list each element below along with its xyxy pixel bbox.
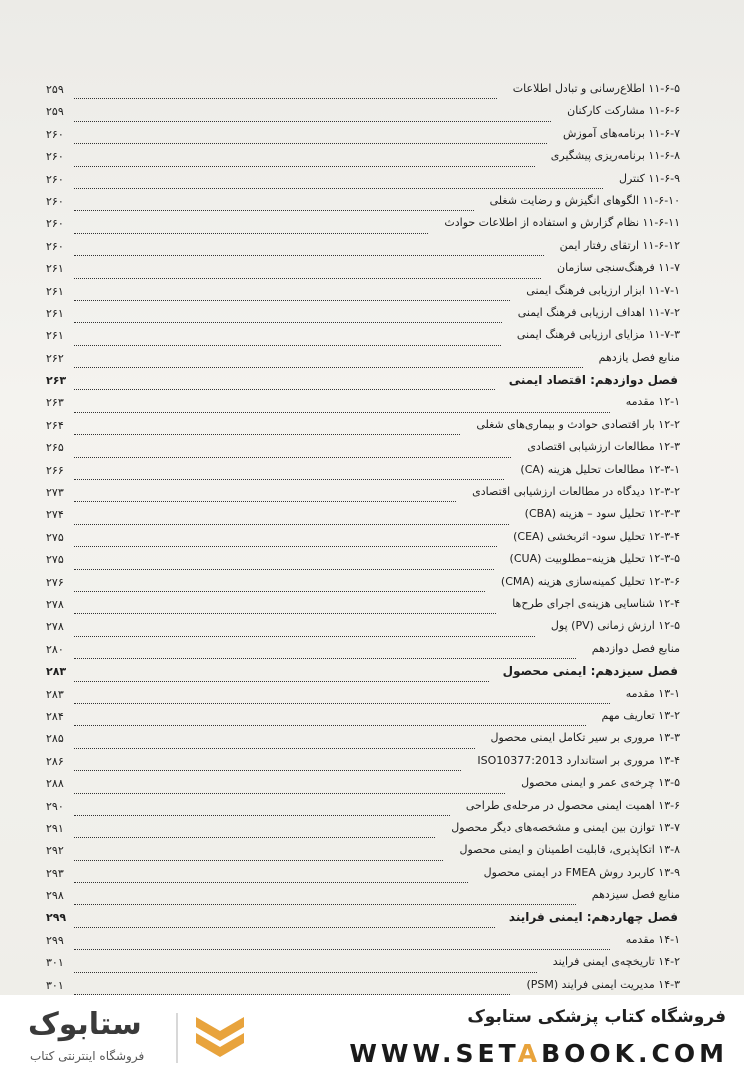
toc-entry-title: ۱۲-۵ ارزش زمانی (PV) پول <box>550 619 680 633</box>
toc-entry-title: ۱۲-۴ شناسایی هزینه‌ی اجرای طرح‌ها <box>512 596 680 610</box>
dot-leader <box>74 501 456 502</box>
book-chevron-icon <box>190 1009 250 1067</box>
toc-entry-title: ۱۱-۶-۹ کنترل <box>618 171 680 185</box>
toc-entry-title: ۱۳-۳ مروری بر سیر تکامل ایمنی محصول <box>490 731 680 745</box>
dot-leader <box>74 300 510 301</box>
toc-entry-title: ۱۳-۵ چرخه‌ی عمر و ایمنی محصول <box>521 776 680 790</box>
toc-page-number: ۲۶۲ <box>46 351 64 365</box>
store-footer <box>0 995 744 1080</box>
dot-leader <box>74 837 435 838</box>
dot-leader <box>74 457 511 458</box>
toc-entry <box>40 237 680 259</box>
toc-entry-title: ۱۱-۶-۱۰ الگوهای انگیزش و رضایت شغلی <box>489 193 680 207</box>
toc-entry-title: ۱۱-۷-۲ اهداف ارزیابی فرهنگ ایمنی <box>517 305 680 319</box>
dot-leader <box>74 636 535 637</box>
dot-leader <box>74 233 428 234</box>
toc-page-number: ۲۹۱ <box>46 821 64 835</box>
toc-entry <box>40 864 680 886</box>
store-name: فروشگاه کتاب پزشکی ستابوک <box>467 1007 726 1027</box>
toc-entry <box>40 953 680 975</box>
toc-page-number: ۲۶۳ <box>46 374 67 388</box>
toc-chapter-heading <box>40 908 680 930</box>
toc-page-number: ۲۶۱ <box>46 262 64 276</box>
toc-entry <box>40 438 680 460</box>
dot-leader <box>74 121 551 122</box>
toc-page-number: ۲۹۹ <box>46 911 67 925</box>
toc-entry <box>40 640 680 662</box>
dot-leader <box>74 793 505 794</box>
toc-entry <box>40 282 680 304</box>
website-prefix: WWW.SET <box>349 1039 518 1068</box>
toc-page-number: ۲۸۰ <box>46 642 64 656</box>
dot-leader <box>74 613 496 614</box>
toc-page-number: ۲۵۹ <box>46 105 64 119</box>
store-website[interactable] <box>349 1039 728 1068</box>
toc-page-number: ۲۶۵ <box>46 441 64 455</box>
toc-entry-title: فصل چهاردهم: ایمنی فرایند <box>508 910 678 925</box>
toc-entry-title: ۱۳-۴ مروری بر استاندارد ISO10377:2013 <box>477 753 680 767</box>
toc-entry <box>40 170 680 192</box>
toc-entry-title: ۱۴-۲ تاریخچه‌ی ایمنی فرایند <box>552 955 680 969</box>
dot-leader <box>74 210 474 211</box>
dot-leader <box>74 860 443 861</box>
toc-entry <box>40 461 680 483</box>
dot-leader <box>74 815 450 816</box>
website-suffix: BOOK.COM <box>541 1039 728 1068</box>
toc-entry <box>40 80 680 102</box>
website-accent: A <box>517 1039 542 1068</box>
dot-leader <box>74 748 475 749</box>
toc-entry <box>40 528 680 550</box>
toc-entry-title: ۱۳-۲ تعاریف مهم <box>601 708 680 722</box>
dot-leader <box>74 703 610 704</box>
toc-entry <box>40 886 680 908</box>
toc-page-number: ۲۹۲ <box>46 844 64 858</box>
dot-leader <box>74 658 576 659</box>
toc-page-number: ۲۷۶ <box>46 575 64 589</box>
dot-leader <box>74 479 504 480</box>
toc-entry-title: ۱۱-۶-۱۲ ارتقای رفتار ایمن <box>559 238 680 252</box>
toc-entry-title: ۱۳-۹ کاربرد روش FMEA در ایمنی محصول <box>483 865 680 879</box>
dot-leader <box>74 904 576 905</box>
toc-page-number: ۲۶۱ <box>46 329 64 343</box>
toc-entry <box>40 483 680 505</box>
dot-leader <box>74 98 497 99</box>
toc-entry-title: ۱۲-۲ بار اقتصادی حوادث و بیماری‌های شغلی <box>476 417 680 431</box>
toc-page-number: ۳۰۱ <box>46 978 64 992</box>
toc-page-number: ۳۰۱ <box>46 956 64 970</box>
toc-entry-title: ۱۴-۳ مدیریت ایمنی فرایند (PSM) <box>526 977 680 991</box>
toc-page-number: ۲۶۰ <box>46 172 64 186</box>
toc-entry <box>40 326 680 348</box>
toc-entry-title: ۱۳-۱ مقدمه <box>625 686 680 700</box>
toc-page-number: ۲۷۵ <box>46 553 64 567</box>
toc-entry <box>40 259 680 281</box>
toc-entry <box>40 125 680 147</box>
toc-entry-title: ۱۳-۷ توازن بین ایمنی و مشخصه‌های دیگر محصول <box>451 820 680 834</box>
dot-leader <box>74 546 497 547</box>
toc-page-number: ۲۸۳ <box>46 687 64 701</box>
toc-page-number: ۲۶۱ <box>46 306 64 320</box>
toc-entry <box>40 841 680 863</box>
toc-entry <box>40 752 680 774</box>
dot-leader <box>74 725 586 726</box>
toc-entry <box>40 819 680 841</box>
toc-page-number: ۲۶۰ <box>46 239 64 253</box>
dot-leader <box>74 681 489 682</box>
toc-page-number: ۲۸۸ <box>46 777 64 791</box>
toc-page-number: ۲۶۴ <box>46 418 64 432</box>
toc-entry-title: ۱۲-۳-۳ تحلیل سود – هزینه (CBA) <box>524 507 680 521</box>
toc-page-number: ۲۸۳ <box>46 665 67 679</box>
store-logo[interactable] <box>18 1003 308 1073</box>
toc-page-number: ۲۹۹ <box>46 933 64 947</box>
toc-page-number: ۲۶۳ <box>46 396 64 410</box>
dot-leader <box>74 434 460 435</box>
toc-page-number: ۲۶۰ <box>46 150 64 164</box>
toc-entry <box>40 573 680 595</box>
toc-entry <box>40 505 680 527</box>
toc-entry <box>40 707 680 729</box>
toc-page-number: ۲۹۳ <box>46 866 64 880</box>
toc-entry-title: ۱۲-۳-۱ مطالعات تحلیل هزینه (CA) <box>520 462 680 476</box>
toc-entry-title: ۱۱-۶-۶ مشارکت کارکنان <box>567 104 680 118</box>
toc-page-number: ۲۷۵ <box>46 530 64 544</box>
dot-leader <box>74 591 485 592</box>
toc-page-number: ۲۸۵ <box>46 732 64 746</box>
dot-leader <box>74 949 610 950</box>
toc-page-number: ۲۶۶ <box>46 463 64 477</box>
dot-leader <box>74 770 461 771</box>
toc-entry-title: منابع فصل دوازدهم <box>591 641 680 655</box>
toc-entry <box>40 349 680 371</box>
toc-page-number: ۲۷۸ <box>46 620 64 634</box>
dot-leader <box>74 278 541 279</box>
toc-entry <box>40 147 680 169</box>
dot-leader <box>74 255 544 256</box>
toc-entry-title: ۱۲-۳ مطالعات ارزشیابی اقتصادی <box>527 440 680 454</box>
dot-leader <box>74 927 495 928</box>
toc-entry-title: ۱۱-۷-۳ مزایای ارزیابی فرهنگ ایمنی <box>516 328 680 342</box>
toc-entry <box>40 595 680 617</box>
dot-leader <box>74 367 583 368</box>
toc-entry-title: ۱۱-۶-۱۱ نظام گزارش و استفاده از اطلاعات حوادث <box>444 216 680 230</box>
dot-leader <box>74 345 501 346</box>
toc-page-number: ۲۵۹ <box>46 83 64 96</box>
toc-entry-title: ۱۱-۶-۸ برنامه‌ریزی پیشگیری <box>550 149 680 163</box>
toc-entry <box>40 550 680 572</box>
toc-entry-title: ۱۴-۱ مقدمه <box>625 932 680 946</box>
toc-entry-title: فصل سیزدهم: ایمنی محصول <box>502 664 678 679</box>
toc-entry <box>40 192 680 214</box>
dot-leader <box>74 322 502 323</box>
logo-divider <box>176 1013 178 1063</box>
toc-entry-title: ۱۲-۳-۲ دیدگاه در مطالعات ارزشیابی اقتصادی <box>472 485 680 499</box>
dot-leader <box>74 412 610 413</box>
toc-page-number: ۲۶۰ <box>46 194 64 208</box>
toc-entry <box>40 393 680 415</box>
toc-entry <box>40 102 680 124</box>
brand-name: ستابوک <box>28 1007 142 1042</box>
dot-leader <box>74 524 509 525</box>
toc-chapter-heading <box>40 371 680 393</box>
toc-page-number: ۲۷۳ <box>46 486 64 500</box>
toc-entry-title: ۱۳-۶ اهمیت ایمنی محصول در مرحله‌ی طراحی <box>465 798 680 812</box>
toc-page-number: ۲۹۰ <box>46 799 64 813</box>
toc-page-number: ۲۶۰ <box>46 127 64 141</box>
dot-leader <box>74 569 494 570</box>
toc-entry-title: ۱۱-۷ فرهنگ‌سنجی سازمان <box>557 261 680 275</box>
toc-entry <box>40 931 680 953</box>
toc-entry <box>40 685 680 707</box>
toc-entry-title: ۱۲-۳-۴ تحلیل سود- اثربخشی (CEA) <box>513 529 680 543</box>
dot-leader <box>74 389 495 390</box>
toc-entry-title: ۱۱-۶-۵ اطلاع‌رسانی و تبادل اطلاعات <box>512 82 680 95</box>
dot-leader <box>74 166 535 167</box>
toc-entry-title: ۱۲-۳-۶ تحلیل کمینه‌سازی هزینه (CMA) <box>500 574 680 588</box>
toc-entry-title: منابع فصل سیزدهم <box>591 888 680 902</box>
toc-entry <box>40 617 680 639</box>
toc-entry-title: منابع فصل یازدهم <box>598 350 680 364</box>
toc-entry <box>40 729 680 751</box>
toc-entry-title: فصل دوازدهم: اقتصاد ایمنی <box>508 373 678 388</box>
toc-page-number: ۲۶۱ <box>46 284 64 298</box>
toc-entry <box>40 214 680 236</box>
toc-page-number: ۲۶۰ <box>46 217 64 231</box>
dot-leader <box>74 882 468 883</box>
toc-page-number: ۲۷۴ <box>46 508 64 522</box>
dot-leader <box>74 143 547 144</box>
toc-entry <box>40 774 680 796</box>
toc-entry <box>40 304 680 326</box>
toc-page-number: ۲۸۶ <box>46 754 64 768</box>
brand-tagline: فروشگاه اینترنتی کتاب <box>30 1049 145 1063</box>
toc-entry-title: ۱۲-۳-۵ تحلیل هزینه–مطلوبیت (CUA) <box>509 552 680 566</box>
dot-leader <box>74 188 603 189</box>
toc-chapter-heading <box>40 662 680 684</box>
toc-entry-title: ۱۲-۱ مقدمه <box>625 395 680 409</box>
toc-entry-title: ۱۳-۸ اتکاپذیری، قابلیت اطمینان و ایمنی محصول <box>459 843 680 857</box>
toc-entry-title: ۱۱-۷-۱ ابزار ارزیابی فرهنگ ایمنی <box>526 283 680 297</box>
toc-page-number: ۲۹۸ <box>46 889 64 903</box>
toc-entry <box>40 797 680 819</box>
table-of-contents <box>40 80 680 998</box>
toc-page-number: ۲۸۴ <box>46 709 64 723</box>
toc-entry <box>40 416 680 438</box>
toc-page-number: ۲۷۸ <box>46 597 64 611</box>
dot-leader <box>74 972 537 973</box>
toc-entry-title: ۱۱-۶-۷ برنامه‌های آموزش <box>562 126 680 140</box>
